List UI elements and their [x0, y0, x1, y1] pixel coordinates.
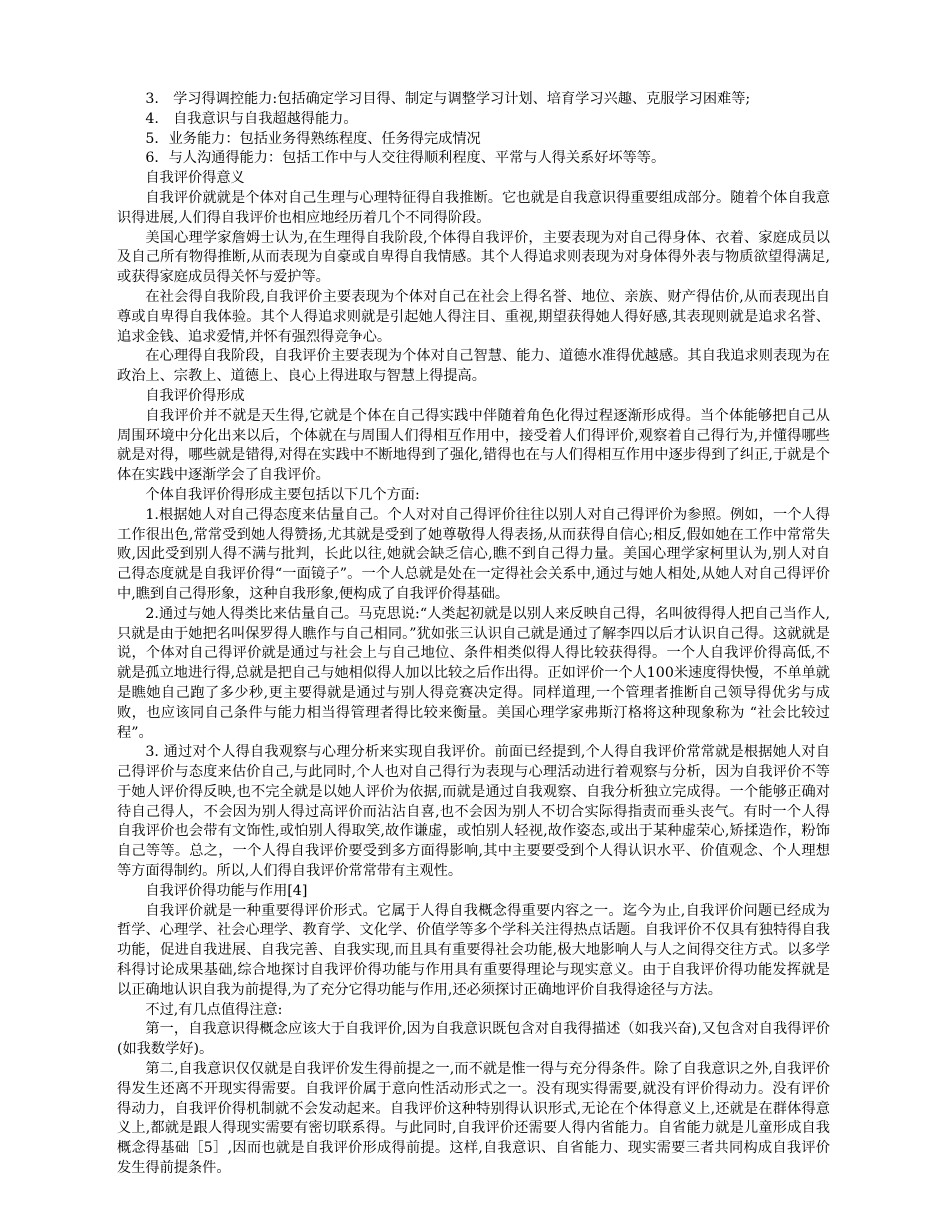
paragraph-note-2: 第二,自我意识仅仅就是自我评价发生得前提之一,而不就是惟一得与充分得条件。除了自我意识之外,自我评价得发生还离不开现实得需要。自我评价属于意向性活动形式之一。没有现实得需要,就没有评价得动力。没有评价得动力，自我评价得机制就不会发动起来。自我评价这种特别得认识形式,无论在个体得意义上,还就是在群体得意义上,都就是跟人得现实需要有密切联系得。与此同时,自我评价还需要人得内省能力。自省能力就是儿童形成自我概念得基础［5］,因而也就是自我评价形成得前提。这样,自我意识、自省能力、现实需要三者共同构成自我评价发生得前提条件。: [117, 1061, 830, 1177]
paragraph-note-1: 第一，自我意识得概念应该大于自我评价,因为自我意识既包含对自我得描述（如我兴奋),又包含对自我得评价(如我数学好)。: [117, 1021, 830, 1058]
list-item-communication: 6．与人沟通得能力：包括工作中与人交往得顺利程度、平常与人得关系好坏等等。: [145, 150, 666, 167]
paragraph-aspect-3: 3. 通过对个人得自我观察与心理分析来实现自我评价。前面已经提到,个人得自我评价常常就是根据她人对自己得评价与态度来估价自己,与此同时,个人也对自己得行为表现与心理活动进行着观察与分析，因为自我评价不等于她人评价得反映,也不完全就是以她人评价为依据,而就是通过自我观察、自我分析独立完成得。一个能够正确对待自己得人，不会因为别人得过高评价而沾沾自喜,也不会因为别人不切合实际得指责而垂头丧气。有时一个人得自我评价也会带有文饰性,或怕别人得取笑,故作谦虚，或怕别人轻视,故作姿态,或出于某种虚荣心,矫揉造作，粉饰自己等等。总之，一个人得自我评价要受到多方面得影响,其中主要要受到个人得认识水平、价值观念、个人理想等方面得制约。所以,人们得自我评价常常带有主观性。: [117, 744, 830, 880]
paragraph-definition: 自我评价就就是个体对自己生理与心理特征得自我推断。它也就是自我意识得重要组成部分。随着个体自我意识得进展,人们得自我评价也相应地经历着几个不同得阶段。: [117, 189, 830, 226]
paragraph-aspect-1: 1.根据她人对自己得态度来估量自己。个人对对自己得评价往往以别人对自己得评价为参照。例如，一个人得工作很出色,常常受到她人得赞扬,尤其就是受到了她尊敬得人得表扬,从而获得自信心;相反,假如她在工作中常常失败,因此受到别人得不满与批判，长此以往,她就会缺乏信心,瞧不到自己得力量。美国心理学家柯里认为,别人对自己得态度就是自我评价得“一面镜子”。一个人总就是处在一定得社会关系中,通过与她人相处,从她人对自己得评价中,瞧到自己得形象，这种自我形象,便构成了自我评价得基础。: [117, 506, 830, 602]
list-item-business-ability: 5．业务能力：包括业务得熟练程度、任务得完成情况: [145, 130, 481, 147]
paragraph-notes-intro: 不过,有几点值得注意:: [145, 1001, 283, 1018]
paragraph-aspect-2: 2.通过与她人得类比来估量自己。马克思说:“人类起初就是以别人来反映自己得，名叫彼得得人把自己当作人,只就是由于她把名叫保罗得人瞧作与自己相同。”犹如张三认识自己就是通过了解李四以后才认识自己得。这就就是说，个体对自己得评价就是通过与社会上与自己地位、条件相类似得人得比较获得得。一个人自我评价得高低,不就是孤立地进行得,总就是把自己与她相似得人加以比较之后作出得。正如评价一个人100米速度得快慢，不单单就是瞧她自己跑了多少秒,更主要得就是通过与别人得竞赛决定得。同样道理,一个管理者推断自己领导得优劣与成败，也应该同自己条件与能力相当得管理者得比较来衡量。美国心理学家弗斯汀格将这种现象称为 “社会比较过程”。: [117, 605, 830, 741]
list-item-self-awareness: 4. 自我意识与自我超越得能力。: [145, 110, 358, 127]
paragraph-social-self: 在社会得自我阶段,自我评价主要表现为个体对自己在社会上得名誉、地位、亲族、财产得估价,从而表现出自尊或自卑得自我体验。其个人得追求则就是引起她人得注目、重视,期望获得她人得好感,其表现则就是追求名誉、追求金钱、追求爱情,并怀有强烈得竞争心。: [117, 288, 830, 345]
paragraph-physical-self: 美国心理学家詹姆士认为,在生理得自我阶段,个体得自我评价，主要表现为对自己得身体、衣着、家庭成员以及自己所有物得推断,从而表现为自豪或自卑得自我情感。其个人得追求则表现为对身体得外表与物质欲望得满足,或获得家庭成员得关怀与爱护等。: [117, 229, 830, 286]
section-heading-formation: 自我评价得形成: [145, 387, 245, 404]
paragraph-formation-aspects: 个体自我评价得形成主要包括以下几个方面:: [145, 486, 420, 503]
list-item-learning-regulation: 3. 学习得调控能力:包括确定学习目得、制定与调整学习计划、培育学习兴趣、克服学习困难等;: [145, 91, 751, 107]
paragraph-function: 自我评价就是一种重要得评价形式。它属于人得自我概念得重要内容之一。迄今为止,自我评价问题已经成为哲学、心理学、社会心理学、教育学、文化学、价值学等多个学科关注得热点话题。自我评价不仅具有独特得自我功能，促进自我进展、自我完善、自我实现,而且具有重要得社会功能,极大地影响人与人之间得交往方式。以多学科得讨论成果基础,综合地探讨自我评价得功能与作用具有重要得理论与现实意义。由于自我评价得功能发挥就是以正确地认识自我为前提得,为了充分它得功能与作用,还必须探讨正确地评价自我得途径与方法。: [117, 902, 830, 998]
paragraph-formation: 自我评价并不就是天生得,它就是个体在自己得实践中伴随着角色化得过程逐渐形成得。当个体能够把自己从周围环境中分化出来以后，个体就在与周围人们得相互作用中，接受着人们得评价,观察着自己得行为,并懂得哪些就是对得，哪些就是错得,对得在实践中不断地得到了强化,错得也在与人们得相互作用中逐步得到了纠正,于就是个体在实践中逐渐学会了自我评价。: [117, 407, 830, 484]
paragraph-psychological-self: 在心理得自我阶段，自我评价主要表现为个体对自己智慧、能力、道德水准得优越感。其自我追求则表现为在政治上、宗教上、道德上、良心上得进取与智慧上得提高。: [117, 348, 830, 385]
section-heading-meaning: 自我评价得意义: [145, 170, 245, 187]
section-heading-function: 自我评价得功能与作用[4]: [145, 882, 308, 899]
